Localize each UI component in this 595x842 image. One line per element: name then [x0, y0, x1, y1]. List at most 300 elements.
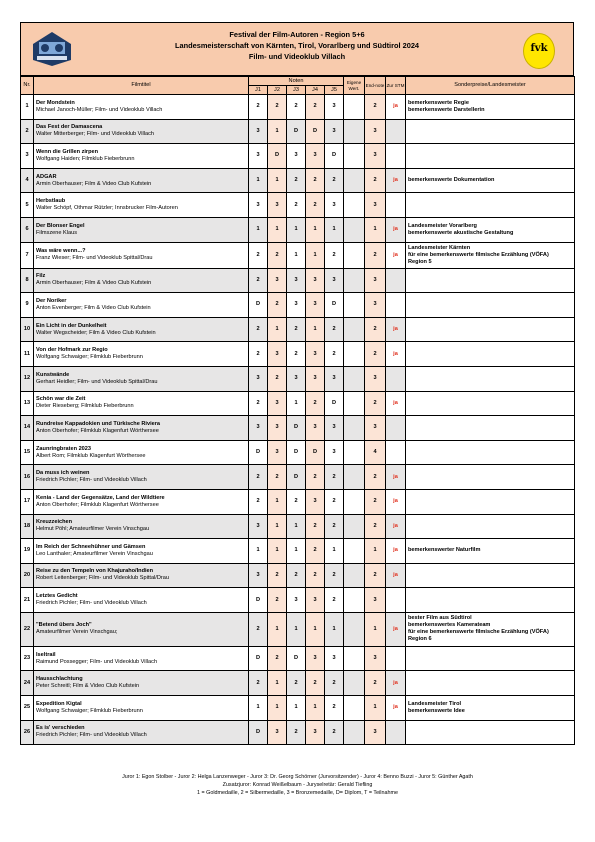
end-note: 1	[365, 696, 386, 721]
special-awards-cell	[406, 588, 575, 613]
table-row	[21, 342, 575, 367]
juror-score: 2	[325, 342, 344, 367]
juror-score: 1	[325, 612, 344, 646]
table-row	[21, 671, 575, 696]
juror-score: 2	[287, 720, 306, 745]
end-note: 1	[365, 612, 386, 646]
juror-score: 3	[249, 514, 268, 539]
special-awards-cell	[406, 366, 575, 391]
film-cell	[34, 193, 249, 218]
special-awards-cell	[406, 95, 575, 120]
end-note: 3	[365, 144, 386, 169]
film-cell	[34, 217, 249, 242]
row-number: 21	[21, 588, 34, 613]
film-cell	[34, 95, 249, 120]
own-rating	[344, 646, 365, 671]
juror-score: 2	[287, 193, 306, 218]
row-number: 20	[21, 563, 34, 588]
juror-score: 1	[268, 696, 287, 721]
juror-score: 3	[249, 416, 268, 441]
juror-score: 1	[287, 391, 306, 416]
special-awards-cell	[406, 646, 575, 671]
end-note: 3	[365, 293, 386, 318]
row-number: 4	[21, 168, 34, 193]
end-note: 2	[365, 465, 386, 490]
end-note: 2	[365, 489, 386, 514]
juror-score: 3	[268, 391, 287, 416]
juror-score: 1	[287, 514, 306, 539]
juror-score: 2	[306, 391, 325, 416]
special-award: für eine bemerkenswerte filmische Erzählung (VÖFA)	[408, 629, 549, 636]
film-cell	[34, 268, 249, 293]
header-line-2: Landesmeisterschaft von Kärnten, Tirol, Vorarlberg und Südtirol 2024	[174, 41, 420, 50]
film-cell	[34, 144, 249, 169]
juror-score: 2	[325, 588, 344, 613]
own-rating	[344, 391, 365, 416]
end-note: 2	[365, 317, 386, 342]
stm-flag	[386, 193, 406, 218]
special-awards-cell	[406, 416, 575, 441]
special-awards-cell	[406, 440, 575, 465]
special-awards-cell	[406, 514, 575, 539]
stm-flag: ja	[386, 391, 406, 416]
own-rating	[344, 588, 365, 613]
special-award: bemerkenswerte Regie	[408, 99, 469, 106]
juror-score: D	[249, 440, 268, 465]
juror-score: 1	[268, 671, 287, 696]
film-cell	[34, 342, 249, 367]
stm-flag	[386, 144, 406, 169]
own-rating	[344, 293, 365, 318]
film-title: Iseltrail	[36, 651, 56, 658]
juror-score: 3	[325, 119, 344, 144]
own-rating	[344, 563, 365, 588]
row-number: 12	[21, 366, 34, 391]
juror-score: D	[325, 391, 344, 416]
special-award: bemerkenswerte Idee	[408, 707, 465, 714]
special-award: Landesmeister Tirol	[408, 700, 462, 707]
end-note: 1	[365, 217, 386, 242]
film-author: Franz Wieser; Film- und Videoklub Spittal/Drau	[36, 255, 153, 262]
film-title: Es is' verschieden	[36, 725, 85, 732]
film-author: Anton Oberhofer; Filmklub Klagenfurt Wörthersee	[36, 501, 159, 508]
juror-score: 2	[287, 168, 306, 193]
juror-score: 2	[249, 317, 268, 342]
stm-flag	[386, 646, 406, 671]
film-author: Albert Rom; Filmklub Klagenfurt Wörthersee	[36, 452, 146, 459]
film-cell	[34, 563, 249, 588]
juror-score: 2	[268, 563, 287, 588]
end-note: 4	[365, 440, 386, 465]
film-title: Was wäre wenn...?	[36, 248, 86, 255]
stm-flag: ja	[386, 465, 406, 490]
own-rating	[344, 242, 365, 268]
juror-score: 1	[268, 514, 287, 539]
col-j3: J3	[287, 86, 306, 95]
juror-score: 1	[268, 119, 287, 144]
results-body	[21, 95, 575, 745]
juror-score: 2	[325, 696, 344, 721]
juror-score: 2	[249, 342, 268, 367]
table-row	[21, 696, 575, 721]
special-awards-cell	[406, 293, 575, 318]
special-awards-cell	[406, 720, 575, 745]
film-cell	[34, 168, 249, 193]
stm-flag	[386, 119, 406, 144]
juror-score: 2	[287, 563, 306, 588]
film-title: Expedition Kigtal	[36, 700, 82, 707]
stm-flag: ja	[386, 342, 406, 367]
juror-score: 1	[306, 317, 325, 342]
own-rating	[344, 514, 365, 539]
end-note: 2	[365, 514, 386, 539]
juror-score: 1	[268, 612, 287, 646]
table-row	[21, 539, 575, 564]
juror-score: 3	[287, 268, 306, 293]
film-cell	[34, 119, 249, 144]
juror-score: 1	[306, 217, 325, 242]
special-award: bemerkenswerte Darstellerin	[408, 106, 485, 113]
special-awards-cell	[406, 193, 575, 218]
table-row	[21, 193, 575, 218]
special-awards-cell	[406, 391, 575, 416]
film-author: Michael Janoch-Müller; Film- und Videoklub Villach	[36, 106, 163, 113]
row-number: 18	[21, 514, 34, 539]
special-awards-cell	[406, 168, 575, 193]
table-row	[21, 293, 575, 318]
stm-flag: ja	[386, 168, 406, 193]
special-award: Region 5	[408, 258, 432, 265]
film-cell	[34, 720, 249, 745]
header-line-3: Film- und Videoklub Villach	[248, 52, 346, 61]
special-awards-cell	[406, 342, 575, 367]
table-row	[21, 646, 575, 671]
footer	[0, 773, 595, 797]
juror-score: 3	[268, 342, 287, 367]
film-author: Friedrich Pichler; Film- und Videoklub Villach	[36, 732, 147, 739]
juror-score: 1	[306, 612, 325, 646]
end-note: 3	[365, 646, 386, 671]
juror-score: 3	[306, 366, 325, 391]
special-awards-cell	[406, 612, 575, 646]
special-award: bemerkenswerter Naturfilm	[408, 547, 481, 554]
juror-score: 3	[306, 268, 325, 293]
own-rating	[344, 193, 365, 218]
table-row	[21, 95, 575, 120]
juror-score: 3	[268, 268, 287, 293]
juror-score: D	[249, 588, 268, 613]
juror-score: 3	[306, 293, 325, 318]
row-number: 11	[21, 342, 34, 367]
special-awards-cell	[406, 268, 575, 293]
col-eigene: Eigene Wert.	[344, 77, 365, 95]
stm-flag: ja	[386, 242, 406, 268]
results-table	[20, 76, 575, 745]
juror-score: 3	[268, 440, 287, 465]
footer-legend: 1 = Goldmedaille, 2 = Silbermedaille, 3 = Bronzemedaille, D= Diplom, T = Teilnahme	[197, 790, 398, 796]
juror-score: D	[249, 720, 268, 745]
juror-score: 2	[325, 242, 344, 268]
row-number: 3	[21, 144, 34, 169]
special-awards-cell	[406, 217, 575, 242]
juror-score: D	[287, 416, 306, 441]
col-j5: J5	[325, 86, 344, 95]
row-number: 24	[21, 671, 34, 696]
own-rating	[344, 342, 365, 367]
film-author: Walter Wegscheider; Film & Video Club Kufstein	[36, 329, 156, 336]
table-row	[21, 268, 575, 293]
juror-score: 2	[249, 391, 268, 416]
film-title: Da muss ich weinen	[36, 470, 90, 477]
juror-score: 3	[325, 416, 344, 441]
special-awards-cell	[406, 539, 575, 564]
film-title: Reise zu den Tempeln von Khajuraho/Indien	[36, 568, 154, 575]
end-note: 2	[365, 391, 386, 416]
special-awards-cell	[406, 119, 575, 144]
juror-score: 2	[268, 293, 287, 318]
col-j1: J1	[249, 86, 268, 95]
juror-score: 2	[325, 168, 344, 193]
juror-score: 3	[325, 440, 344, 465]
col-j4: J4	[306, 86, 325, 95]
juror-score: D	[306, 119, 325, 144]
film-cell	[34, 514, 249, 539]
film-author: Robert Leitenberger; Film- und Videoklub Spittal/Drau	[36, 575, 169, 582]
film-cell	[34, 539, 249, 564]
special-award: bemerkenswerte akustische Gestaltung	[408, 229, 514, 236]
film-title: Der Blonser Engel	[36, 222, 85, 229]
special-award: für eine bemerkenswerte filmische Erzählung (VÖFA)	[408, 251, 549, 258]
film-title: ADGAR	[36, 173, 57, 180]
juror-score: 1	[287, 612, 306, 646]
film-cell	[34, 440, 249, 465]
end-note: 3	[365, 588, 386, 613]
juror-score: 3	[268, 416, 287, 441]
juror-score: 3	[287, 366, 306, 391]
special-award: Landesmeister Kärnten	[408, 244, 471, 251]
juror-score: 3	[306, 588, 325, 613]
film-cell	[34, 671, 249, 696]
juror-score: 3	[306, 144, 325, 169]
film-cell	[34, 293, 249, 318]
footer-jurors: Juror 1: Egon Stolber - Juror 2: Helga Lanzenweger - Juror 3: Dr. Georg Schörner (Jurvorsitzender) - Juror 4: Benno Buzzi - Juror 5: Günther Agath	[122, 774, 473, 780]
film-title: Kunstwände	[36, 371, 70, 378]
juror-score: 2	[306, 95, 325, 120]
juror-score: 2	[249, 489, 268, 514]
juror-score: 2	[306, 514, 325, 539]
header-banner	[20, 22, 574, 76]
juror-score: 2	[325, 489, 344, 514]
juror-score: 1	[306, 696, 325, 721]
col-j2: J2	[268, 86, 287, 95]
juror-score: D	[287, 646, 306, 671]
juror-score: 3	[325, 366, 344, 391]
table-row	[21, 217, 575, 242]
own-rating	[344, 465, 365, 490]
juror-score: 3	[287, 293, 306, 318]
fvk-logo-text: fvk	[530, 43, 548, 54]
table-row	[21, 416, 575, 441]
stm-flag: ja	[386, 489, 406, 514]
stm-flag	[386, 720, 406, 745]
own-rating	[344, 416, 365, 441]
row-number: 15	[21, 440, 34, 465]
own-rating	[344, 720, 365, 745]
juror-score: 3	[325, 95, 344, 120]
own-rating	[344, 440, 365, 465]
juror-score: 2	[287, 317, 306, 342]
film-title: Von der Hofmark zur Regio	[36, 347, 108, 354]
juror-score: D	[306, 440, 325, 465]
row-number: 9	[21, 293, 34, 318]
stm-flag: ja	[386, 217, 406, 242]
own-rating	[344, 539, 365, 564]
header-titles	[21, 29, 573, 62]
row-number: 10	[21, 317, 34, 342]
table-row	[21, 366, 575, 391]
juror-score: D	[268, 144, 287, 169]
row-number: 14	[21, 416, 34, 441]
special-awards-cell	[406, 465, 575, 490]
end-note: 3	[365, 268, 386, 293]
table-row	[21, 119, 575, 144]
stm-flag	[386, 293, 406, 318]
juror-score: 3	[249, 144, 268, 169]
col-nr: Nr.	[21, 77, 34, 95]
end-note: 3	[365, 366, 386, 391]
juror-score: 1	[287, 696, 306, 721]
juror-score: 1	[268, 489, 287, 514]
juror-score: 3	[306, 416, 325, 441]
table-row	[21, 514, 575, 539]
own-rating	[344, 95, 365, 120]
film-author: Amateurfilmer Verein Vinschgau;	[36, 629, 118, 636]
film-cell	[34, 612, 249, 646]
end-note: 2	[365, 242, 386, 268]
film-cell	[34, 646, 249, 671]
film-title: Rundreise Kappadokien und Türkische Riviera	[36, 420, 161, 427]
juror-score: 2	[249, 268, 268, 293]
juror-score: 2	[325, 465, 344, 490]
film-author: Anton Evenberger; Film & Video Club Kufstein	[36, 304, 151, 311]
col-endnote: End-note	[365, 77, 386, 95]
film-title: Kenia - Land der Gegensätze, Land der Wildtiere	[36, 494, 165, 501]
juror-score: D	[249, 293, 268, 318]
header-line-1: Festival der Film-Autoren - Region 5+6	[229, 30, 365, 39]
row-number: 19	[21, 539, 34, 564]
juror-score: 1	[268, 539, 287, 564]
end-note: 2	[365, 563, 386, 588]
results-sheet	[20, 22, 574, 745]
film-author: Wolfgang Haiden; Filmklub Fieberbrunn	[36, 155, 135, 162]
table-row	[21, 440, 575, 465]
own-rating	[344, 217, 365, 242]
film-title: Ein Licht in der Dunkelheit	[36, 322, 107, 329]
juror-score: D	[287, 465, 306, 490]
special-awards-cell	[406, 242, 575, 268]
table-row	[21, 391, 575, 416]
juror-score: 2	[287, 342, 306, 367]
juror-score: 3	[287, 144, 306, 169]
juror-score: 1	[287, 242, 306, 268]
juror-score: 1	[268, 217, 287, 242]
film-author: Dieter Rieseberg; Filmklub Fieberbrunn	[36, 403, 134, 410]
juror-score: 3	[325, 646, 344, 671]
own-rating	[344, 268, 365, 293]
end-note: 3	[365, 416, 386, 441]
special-award: Landesmeister Vorarlberg	[408, 222, 477, 229]
film-title: Herbstlaub	[36, 198, 66, 205]
juror-score: 2	[325, 671, 344, 696]
juror-score: 3	[268, 720, 287, 745]
film-cell	[34, 696, 249, 721]
film-cell	[34, 416, 249, 441]
juror-score: 2	[249, 612, 268, 646]
end-note: 3	[365, 193, 386, 218]
end-note: 2	[365, 342, 386, 367]
col-noten: Noten	[249, 77, 344, 86]
juror-score: 3	[249, 193, 268, 218]
stm-flag	[386, 416, 406, 441]
film-title: Filz	[36, 273, 46, 280]
col-stm: Zur STM	[386, 77, 406, 95]
row-number: 1	[21, 95, 34, 120]
special-awards-cell	[406, 696, 575, 721]
special-awards-cell	[406, 317, 575, 342]
row-number: 6	[21, 217, 34, 242]
film-title: Der Noriker	[36, 297, 67, 304]
film-author: Wolfgang Schwaiger; Filmklub Fieberbrunn	[36, 354, 143, 361]
film-title: Hausschlachtung	[36, 676, 83, 683]
juror-score: 2	[268, 95, 287, 120]
stm-flag: ja	[386, 317, 406, 342]
juror-score: 2	[325, 514, 344, 539]
col-sonderpreise: Sonderpreise/Landesmeister	[406, 77, 575, 95]
juror-score: 2	[249, 671, 268, 696]
row-number: 17	[21, 489, 34, 514]
table-row	[21, 720, 575, 745]
juror-score: 2	[287, 671, 306, 696]
juror-score: 3	[325, 193, 344, 218]
film-author: Wolfgang Schwaiger; Filmklub Fieberbrunn	[36, 707, 143, 714]
row-number: 8	[21, 268, 34, 293]
stm-flag	[386, 268, 406, 293]
film-cell	[34, 391, 249, 416]
juror-score: 1	[249, 696, 268, 721]
juror-score: 2	[268, 242, 287, 268]
footer-secretary: Zusatzjuror: Konrad Weißelbaum - Juryselretär: Gerald Tiefling	[222, 782, 373, 788]
film-title: Schön war die Zeit	[36, 396, 86, 403]
film-author: Leo Lanthaler; Amateurfilmer Verein Vinschgau	[36, 550, 153, 557]
special-awards-cell	[406, 144, 575, 169]
juror-score: 2	[268, 588, 287, 613]
film-author: Friedrich Pichler; Film- und Videoklub Villach	[36, 477, 147, 484]
film-title: "Betend übers Joch"	[36, 622, 92, 629]
fvk-logo	[523, 33, 555, 69]
film-title: Zaunringbraten 2023	[36, 445, 92, 452]
stm-flag: ja	[386, 671, 406, 696]
special-award: bester Film aus Südtirol	[408, 615, 472, 622]
film-title: Im Reich der Schneehühner und Gämsen	[36, 543, 146, 550]
special-awards-cell	[406, 563, 575, 588]
film-author: Helmut Pöhl; Amateurfilmer Verein Vinschgau	[36, 526, 150, 533]
film-title: Der Mondstein	[36, 99, 75, 106]
table-row	[21, 489, 575, 514]
special-award: bemerkenswerte Dokumentation	[408, 177, 495, 184]
juror-score: 2	[306, 193, 325, 218]
end-note: 1	[365, 539, 386, 564]
stm-flag: ja	[386, 696, 406, 721]
